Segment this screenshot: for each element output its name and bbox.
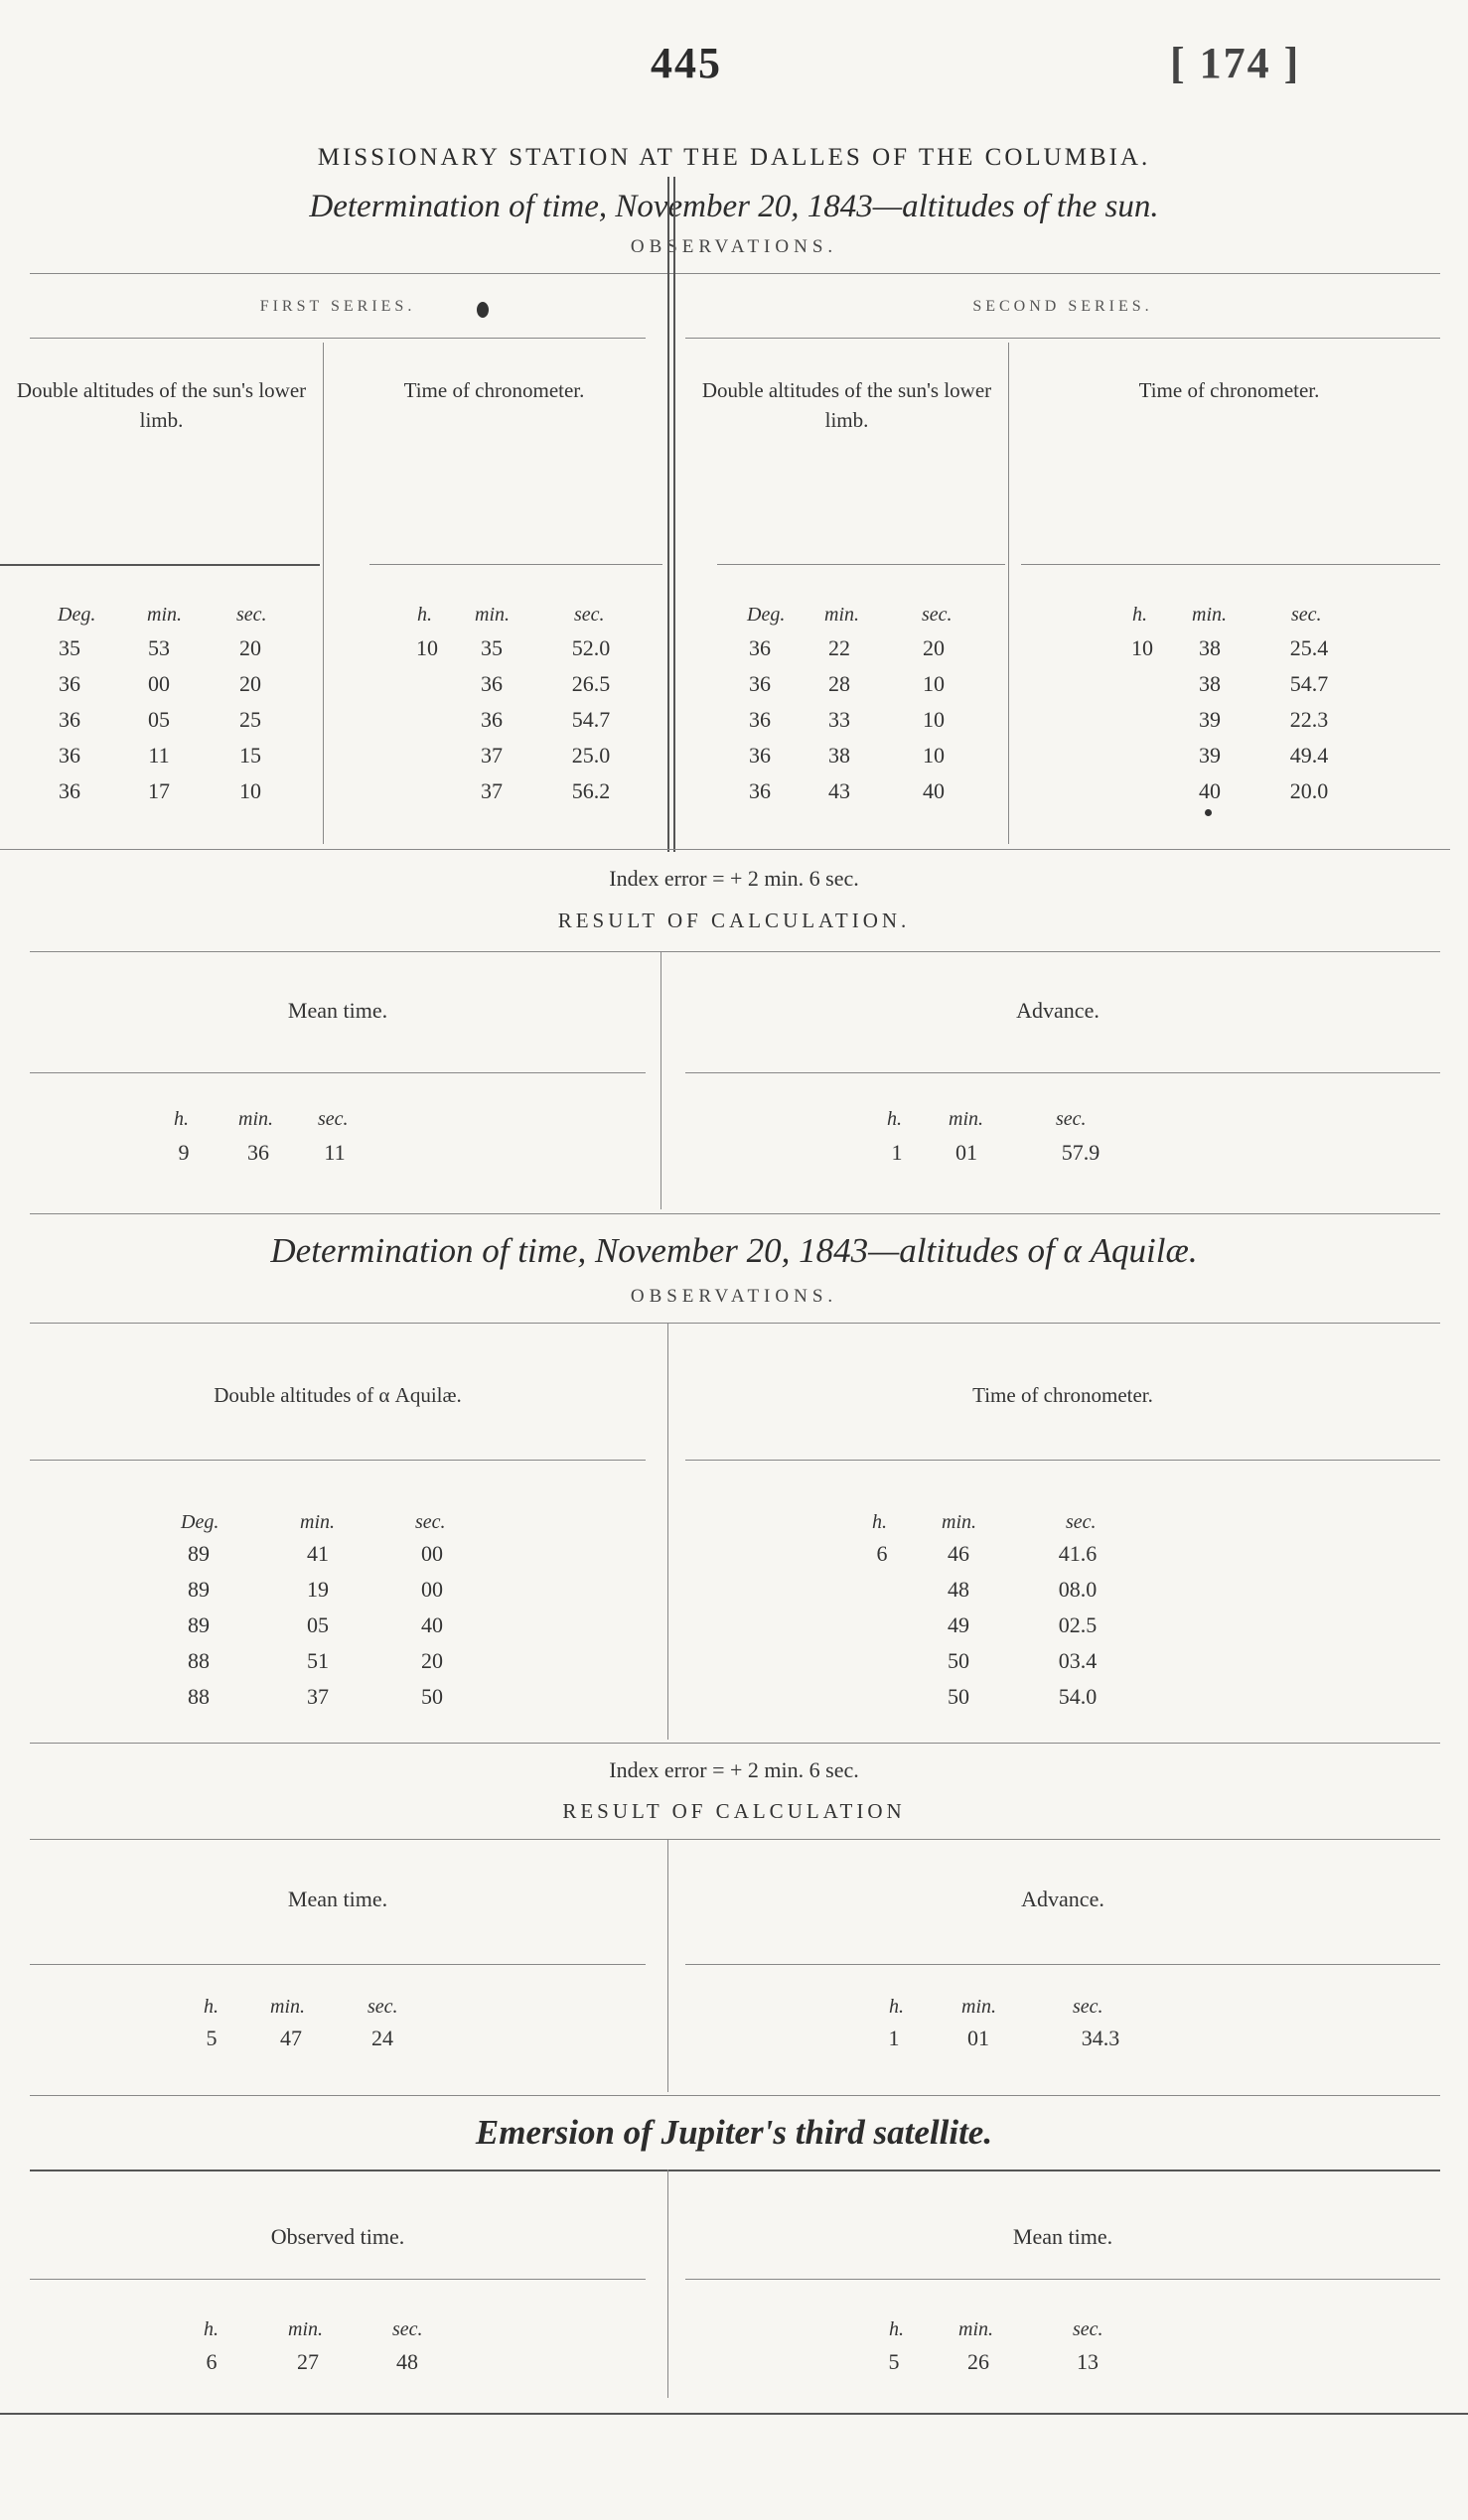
rule [685, 1964, 1440, 1965]
column-rule [1008, 343, 1009, 844]
cell: 03.4 [1058, 1648, 1098, 1673]
col-header-alt-3: Double altitudes of α Aquilæ. [214, 1383, 462, 1407]
advance-min: 01 [967, 2026, 989, 2050]
cell: 20 [421, 1648, 443, 1673]
cell: 50 [948, 1648, 969, 1673]
observed-min: 27 [297, 2349, 319, 2374]
section1-observations-label: OBSERVATIONS. [630, 236, 838, 257]
mean-time-h: 9 [178, 1140, 190, 1165]
cell: 28 [828, 671, 850, 696]
cell: 33 [828, 707, 850, 732]
rule [685, 338, 1440, 339]
cell: 37 [481, 778, 503, 803]
cell: 6 [876, 1541, 888, 1566]
cell: 38 [828, 743, 850, 768]
rule [30, 1460, 646, 1461]
unit-min: min. [1192, 604, 1227, 626]
unit-h: h. [889, 2318, 904, 2340]
cell: 51 [307, 1648, 329, 1673]
section1-advance-label: Advance. [1016, 998, 1100, 1023]
cell: 89 [188, 1612, 210, 1637]
cell: 46 [948, 1541, 969, 1566]
unit-sec: sec. [1056, 1108, 1087, 1130]
cell: 36 [749, 707, 771, 732]
advance-sec: 34.3 [1081, 2026, 1120, 2050]
rule [685, 1460, 1440, 1461]
cell: 36 [481, 671, 503, 696]
unit-min: min. [958, 2318, 993, 2340]
unit-h: h. [174, 1108, 189, 1130]
column-rule [667, 1839, 668, 2092]
unit-min: min. [942, 1511, 976, 1533]
cell: 22 [828, 635, 850, 660]
cell: 40 [421, 1612, 443, 1637]
mean-min: 26 [967, 2349, 989, 2374]
unit-min: min. [300, 1511, 335, 1533]
rule [30, 2170, 1440, 2171]
unit-h: h. [889, 1996, 904, 2018]
section2-advance-label: Advance. [1021, 1887, 1104, 1911]
mean-time-min: 36 [247, 1140, 269, 1165]
second-series-label: SECOND SERIES. [972, 298, 1153, 315]
cell: 40 [923, 778, 945, 803]
mean-time-h: 5 [206, 2026, 218, 2050]
section2-mean-time-label: Mean time. [287, 1887, 388, 1911]
cell: 39 [1199, 707, 1221, 732]
section1-result-label: RESULT OF CALCULATION. [557, 909, 911, 932]
cell: 52.0 [571, 635, 611, 660]
cell: 17 [148, 778, 170, 803]
advance-h: 1 [888, 2026, 900, 2050]
section3-title: Emersion of Jupiter's third satellite. [475, 2113, 993, 2152]
cell: 50 [421, 1684, 443, 1709]
rule [30, 1213, 1440, 1214]
rule [30, 2095, 1440, 2096]
unit-sec: sec. [318, 1108, 349, 1130]
unit-sec: sec. [367, 1996, 398, 2018]
cell: 56.2 [571, 778, 611, 803]
unit-sec: sec. [1073, 1996, 1103, 2018]
cell: 15 [239, 743, 261, 768]
cell: 36 [749, 743, 771, 768]
unit-min: min. [288, 2318, 323, 2340]
col-header-alt-2: Double altitudes of the sun's lower limb. [701, 378, 992, 432]
column-rule [667, 1323, 668, 1740]
unit-deg: Deg. [181, 1511, 220, 1533]
cell: 25.4 [1289, 635, 1329, 660]
rule [685, 1072, 1440, 1073]
cell: 25 [239, 707, 261, 732]
cell: 20 [239, 635, 261, 660]
cell: 50 [948, 1684, 969, 1709]
cell: 48 [948, 1577, 969, 1602]
unit-h: h. [204, 1996, 219, 2018]
section2-observations-label: OBSERVATIONS. [630, 1286, 838, 1307]
page-number-left: 445 [651, 39, 722, 87]
cell: 41.6 [1058, 1541, 1098, 1566]
cell: 20 [239, 671, 261, 696]
section3-mean-time-label: Mean time. [1012, 2224, 1113, 2249]
unit-sec: sec. [392, 2318, 423, 2340]
cell: 36 [59, 778, 80, 803]
unit-deg: Deg. [58, 604, 96, 626]
unit-h: h. [872, 1511, 887, 1533]
unit-deg: Deg. [747, 604, 786, 626]
rule [685, 2279, 1440, 2280]
rule [717, 564, 1005, 565]
unit-h: h. [887, 1108, 902, 1130]
cell: 10 [1131, 635, 1153, 660]
rule [0, 564, 320, 566]
section1-title: Determination of time, November 20, 1843—altitudes of the sun. [309, 189, 1159, 224]
unit-min: min. [949, 1108, 983, 1130]
unit-h: h. [204, 2318, 219, 2340]
col-header-time-2: Time of chronometer. [1138, 378, 1320, 402]
double-divider [673, 177, 675, 852]
section2-index-error: Index error = + 2 min. 6 sec. [609, 1757, 859, 1782]
rule [1021, 564, 1440, 565]
column-rule [323, 343, 324, 844]
cell: 38 [1199, 635, 1221, 660]
col-header-time-3: Time of chronometer. [972, 1383, 1153, 1407]
unit-min: min. [824, 604, 859, 626]
unit-min: min. [475, 604, 510, 626]
rule [30, 1964, 646, 1965]
rule [369, 564, 662, 565]
section2-result-label: RESULT OF CALCULATION [562, 1799, 906, 1823]
unit-sec: sec. [922, 604, 953, 626]
cell: 53 [148, 635, 170, 660]
cell: 08.0 [1058, 1577, 1098, 1602]
cell: 00 [421, 1577, 443, 1602]
mean-h: 5 [888, 2349, 900, 2374]
col-header-alt-1: Double altitudes of the sun's lower limb. [16, 378, 307, 432]
unit-sec: sec. [415, 1511, 446, 1533]
cell: 89 [188, 1577, 210, 1602]
cell: 37 [481, 743, 503, 768]
col-header-time-1: Time of chronometer. [403, 378, 585, 402]
unit-min: min. [147, 604, 182, 626]
first-series-label: FIRST SERIES. [259, 298, 416, 315]
unit-sec: sec. [574, 604, 605, 626]
observed-sec: 48 [396, 2349, 418, 2374]
cell: 22.3 [1289, 707, 1329, 732]
cell: 40 [1199, 778, 1221, 803]
unit-sec: sec. [236, 604, 267, 626]
advance-h: 1 [891, 1140, 903, 1165]
cell: 54.7 [1289, 671, 1329, 696]
observed-h: 6 [206, 2349, 218, 2374]
rule [30, 273, 1440, 274]
double-divider [667, 177, 669, 852]
cell: 38 [1199, 671, 1221, 696]
cell: 49 [948, 1612, 969, 1637]
cell: 35 [481, 635, 503, 660]
page-number-right: [ 174 ] [1170, 39, 1301, 87]
cell: 19 [307, 1577, 329, 1602]
cell: 05 [307, 1612, 329, 1637]
cell: 37 [307, 1684, 329, 1709]
rule [30, 951, 1440, 952]
mean-time-sec: 11 [324, 1140, 346, 1165]
rule [0, 2413, 1468, 2415]
cell: 36 [59, 743, 80, 768]
cell: 02.5 [1058, 1612, 1098, 1637]
cell: 20 [923, 635, 945, 660]
column-rule [667, 2170, 668, 2398]
unit-h: h. [1132, 604, 1147, 626]
mean-time-min: 47 [280, 2026, 302, 2050]
cell: 10 [416, 635, 438, 660]
advance-min: 01 [955, 1140, 977, 1165]
ink-dot [1205, 809, 1212, 816]
cell: 43 [828, 778, 850, 803]
section1-mean-time-label: Mean time. [287, 998, 388, 1023]
unit-min: min. [961, 1996, 996, 2018]
cell: 36 [59, 707, 80, 732]
unit-h: h. [417, 604, 432, 626]
rule [30, 338, 646, 339]
mean-time-sec: 24 [371, 2026, 393, 2050]
station-title: MISSIONARY STATION AT THE DALLES OF THE COLUMBIA. [317, 144, 1151, 171]
ink-blot [477, 302, 489, 318]
rule [30, 1743, 1440, 1744]
cell: 00 [421, 1541, 443, 1566]
cell: 35 [59, 635, 80, 660]
cell: 20.0 [1289, 778, 1329, 803]
advance-sec: 57.9 [1061, 1140, 1101, 1165]
observed-time-label: Observed time. [270, 2224, 405, 2249]
cell: 49.4 [1289, 743, 1329, 768]
section2-title: Determination of time, November 20, 1843—altitudes of α Aquilæ. [270, 1231, 1198, 1270]
cell: 36 [749, 671, 771, 696]
cell: 05 [148, 707, 170, 732]
unit-sec: sec. [1291, 604, 1322, 626]
unit-sec: sec. [1066, 1511, 1097, 1533]
section1-index-error: Index error = + 2 min. 6 sec. [609, 866, 859, 891]
unit-sec: sec. [1073, 2318, 1103, 2340]
cell: 41 [307, 1541, 329, 1566]
rule [30, 1072, 646, 1073]
unit-min: min. [238, 1108, 273, 1130]
cell: 88 [188, 1648, 210, 1673]
cell: 54.7 [571, 707, 611, 732]
cell: 36 [749, 635, 771, 660]
cell: 36 [749, 778, 771, 803]
cell: 00 [148, 671, 170, 696]
cell: 89 [188, 1541, 210, 1566]
unit-min: min. [270, 1996, 305, 2018]
rule [0, 849, 1450, 850]
cell: 88 [188, 1684, 210, 1709]
cell: 11 [148, 743, 170, 768]
cell: 36 [481, 707, 503, 732]
cell: 36 [59, 671, 80, 696]
cell: 25.0 [571, 743, 611, 768]
cell: 39 [1199, 743, 1221, 768]
cell: 10 [923, 671, 945, 696]
cell: 26.5 [571, 671, 611, 696]
cell: 10 [239, 778, 261, 803]
mean-sec: 13 [1077, 2349, 1099, 2374]
rule [30, 1323, 1440, 1324]
rule [30, 2279, 646, 2280]
cell: 10 [923, 707, 945, 732]
cell: 54.0 [1058, 1684, 1098, 1709]
rule [30, 1839, 1440, 1840]
cell: 10 [923, 743, 945, 768]
